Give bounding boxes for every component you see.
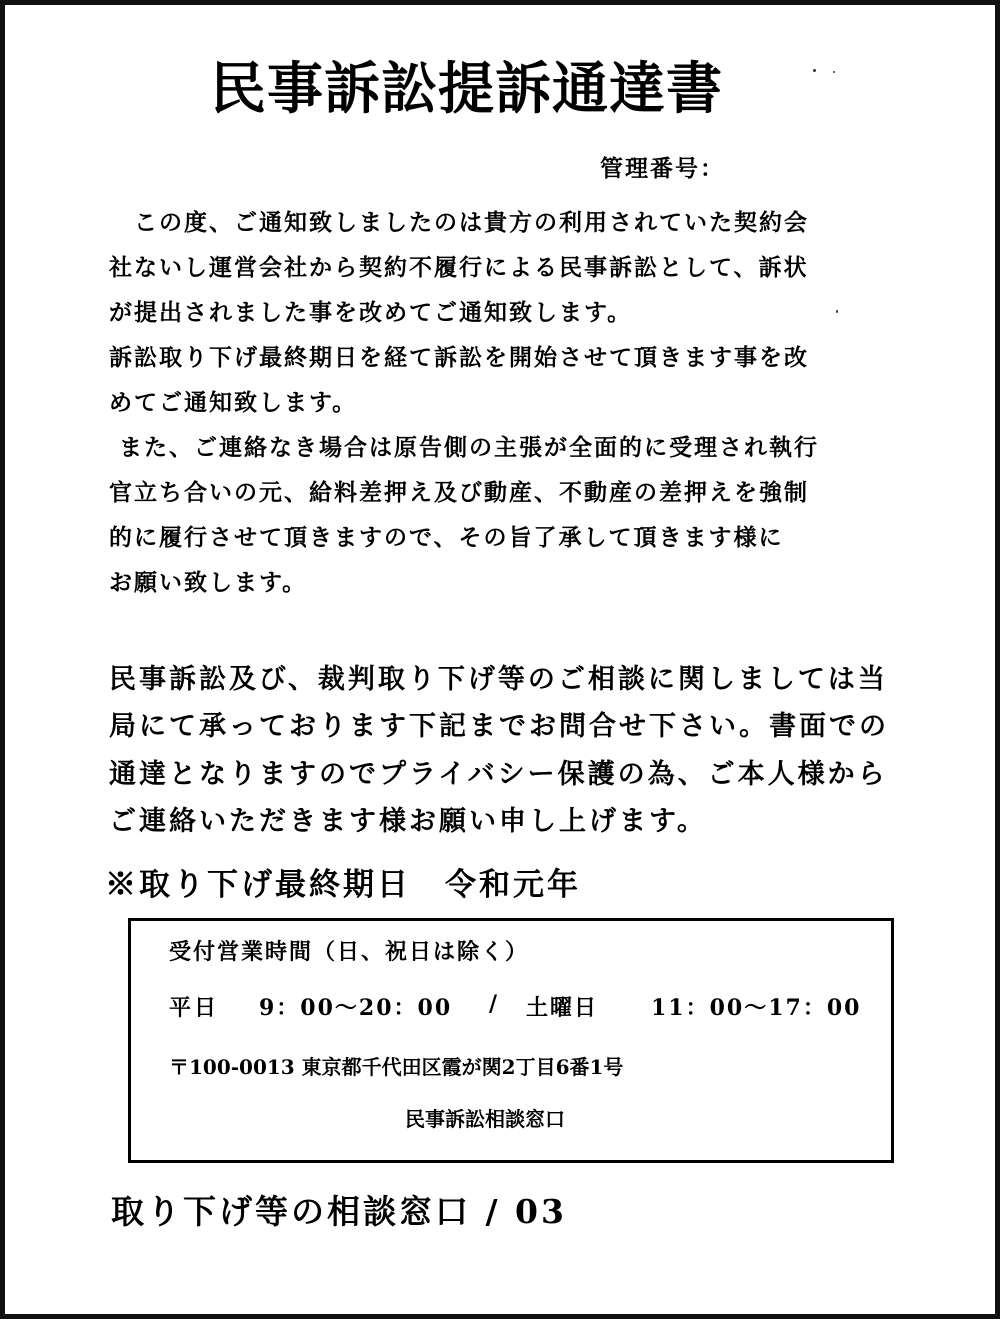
paragraph-1-line-1: この度、ご通知致しましたのは貴方の利用されていた契約会	[109, 209, 809, 236]
postal-address: 〒100-0013 東京都千代田区霞が関2丁目6番1号	[169, 1055, 624, 1079]
saturday-label: 土曜日	[526, 995, 599, 1021]
weekday-label: 平日	[169, 995, 220, 1021]
paragraph-4-line-3: 通達となりますのでプライバシー保護の為、ご本人様から	[109, 759, 888, 790]
document-title: 民事訴訟提訴通達書	[210, 56, 723, 122]
paragraph-2-line-2: めてご通知致します。	[109, 389, 358, 416]
paragraph-4-line-4: ご連絡いただきます様お願い申し上げます。	[109, 806, 707, 837]
withdrawal-contact-footer: 取り下げ等の相談窓口 / 03	[111, 1192, 567, 1231]
paragraph-4-line-1: 民事訴訟及び、裁判取り下げ等のご相談に関しましては当	[109, 664, 888, 695]
scan-speck	[813, 69, 816, 72]
contact-info-box	[128, 918, 894, 1163]
management-number-label: 管理番号：	[600, 155, 725, 182]
paragraph-2-line-1: 訴訟取り下げ最終期日を経て訴訟を開始させて頂きます事を改	[109, 344, 809, 371]
paragraph-3-line-1: また、ご連絡なき場合は原告側の主張が全面的に受理され執行	[119, 434, 819, 461]
deadline-notice: ※取り下げ最終期日 令和元年	[105, 867, 581, 903]
paragraph-4-line-2: 局にて承っております下記までお問合せ下さい。書面での	[109, 711, 889, 742]
paragraph-3-line-4: お願い致します。	[109, 569, 308, 596]
hours-separator: /	[489, 991, 498, 1017]
weekday-hours: 9：00～20：00	[259, 995, 453, 1021]
scan-speck	[836, 310, 838, 313]
saturday-hours: 11：00～17：00	[651, 995, 862, 1021]
paragraph-1-line-3: が提出されました事を改めてご通知致します。	[109, 299, 633, 326]
paragraph-3-line-2: 官立ち合いの元、給料差押え及び動産、不動産の差押えを強制	[109, 479, 809, 506]
office-name: 民事訴訟相談窓口	[405, 1107, 565, 1131]
scan-speck	[833, 71, 835, 73]
paragraph-1-line-2: 社ないし運営会社から契約不履行による民事訴訟として、訴状	[109, 254, 809, 281]
business-hours-title: 受付営業時間（日、祝日は除く）	[169, 939, 530, 965]
paragraph-3-line-3: 的に履行させて頂きますので、その旨了承して頂きます様に	[109, 524, 784, 551]
